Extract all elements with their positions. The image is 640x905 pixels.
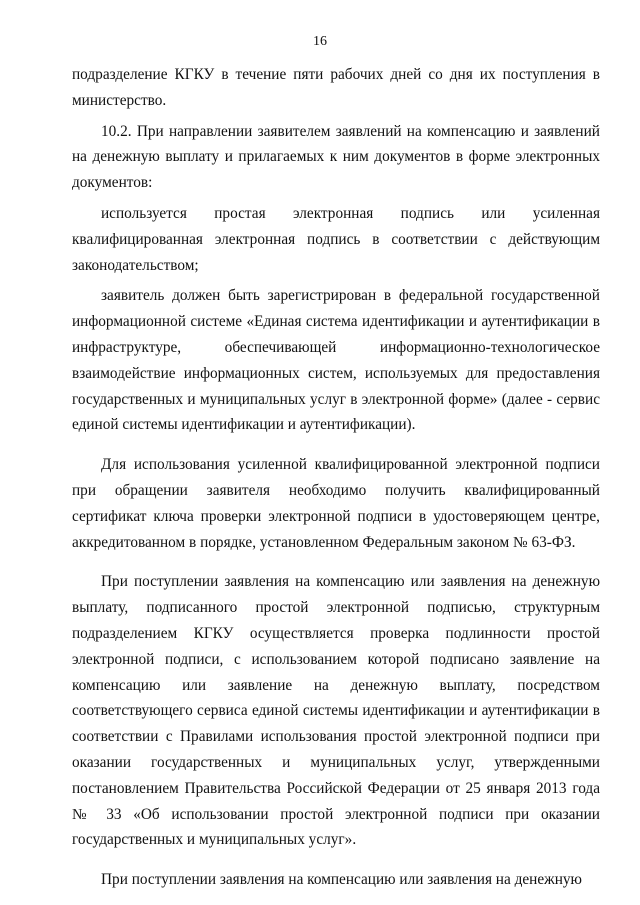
paragraph-signature-type: используется простая электронная подпись или усиленная квалифицированная электронная подпись в соответствии с действующим законодательством; — [72, 204, 600, 274]
paragraph-trailing: При поступлении заявления на компенсацию или заявления на денежную — [101, 871, 582, 889]
paragraph-qualified-signature: Для использования усиленной квалифицированной электронной подписи при обращении заявителя необходимо получить квалифицированный сертификат ключа проверки электронной подписи в удостоверяющем центре, аккредитованном в порядке, установленном Федеральным законом № 63-ФЗ. — [72, 456, 600, 551]
paragraph-esia-registration: заявитель должен быть зарегистрирован в федеральной государственной информационной системе «Единая система идентификации и аутентификации в инфраструктуре, обеспечивающей информационно-технологическое взаимодействие информационных систем, используемых для предоставления государственных и муниципальных услуг в электронной форме» (далее - сервис единой системы идентификации и аутентификации). — [72, 287, 600, 434]
document-body — [72, 62, 600, 893]
paragraph-continuation: подразделение КГКУ в течение пяти рабочих дней со дня их поступления в министерство. — [72, 66, 600, 109]
page-number: 16 — [313, 34, 327, 49]
paragraph-10-2: 10.2. При направлении заявителем заявлений на компенсацию и заявлений на денежную выплату и прилагаемых к ним документов в форме электронных документов: — [72, 122, 600, 192]
paragraph-simple-signature-check: При поступлении заявления на компенсацию или заявления на денежную выплату, подписанного простой электронной подписью, структурным подразделением КГКУ осуществляется проверка подлинности простой электронной подписи, с использованием которой подписано заявление на компенсацию или заявление на денежную выплату, посредством соответствующего сервиса единой системы идентификации и аутентификации в соответствии с Правилами использования простой электронной подписи при оказании государственных и муниципальных услуг, утвержденными постановлением Правительства Российской Федерации от 25 января 2013 года № 33 «Об использовании простой электронной подписи при оказании государственных и муниципальных услуг». — [72, 573, 600, 849]
